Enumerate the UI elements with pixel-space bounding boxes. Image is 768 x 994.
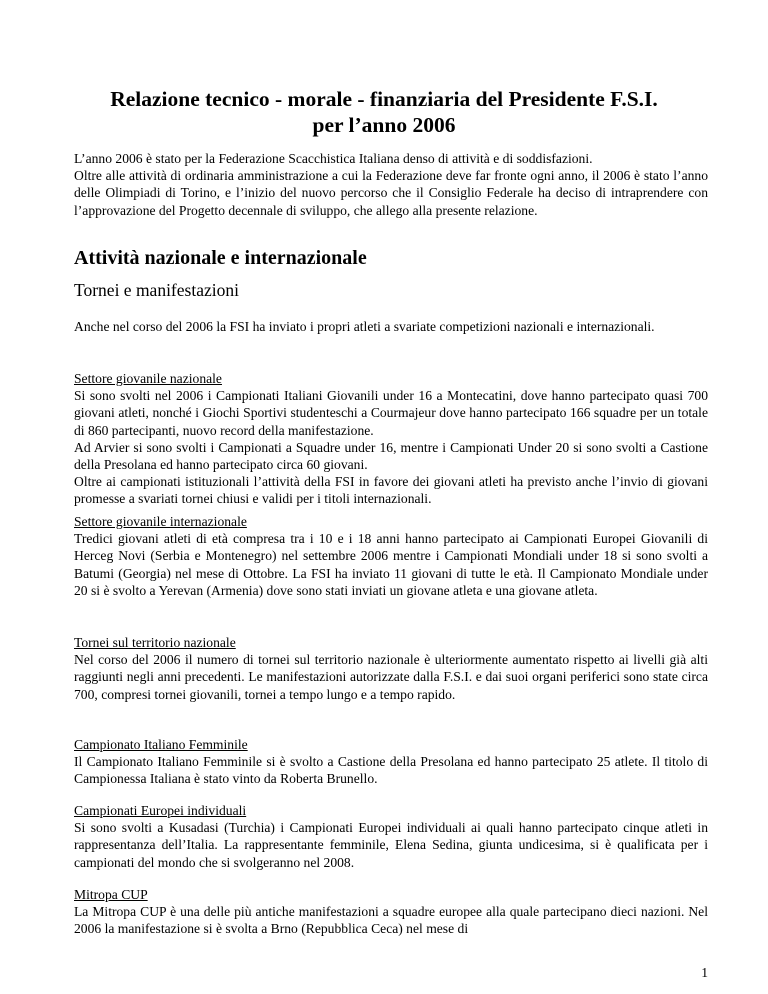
mitropa-cup-paragraph: La Mitropa CUP è una delle più antiche manifestazioni a squadre europee alla quale partecipano dieci nazioni. Nel 2006 la manifestazione si è svolta a Brno (Repubblica Ceca) nel mese di [74,904,708,937]
youth-national-paragraph-1: Si sono svolti nel 2006 i Campionati Italiani Giovanili under 16 a Montecatini, dove hanno partecipato quasi 700 giovani atleti, nonché i Giochi Sportivi studenteschi a Courmajeur dove hanno partecipato 166 squadre per un totale di 860 partecipanti, nuovo record della manifestazione. [74,388,708,438]
youth-international-paragraph: Tredici giovani atleti di età compresa tra i 10 e i 18 anni hanno partecipato ai Campionati Europei Giovanili di Herceg Novi (Serbia e Montenegro) nel settembre 2006 mentre i Campionati Mondiali under 18 si sono svolti a Batumi (Georgia) nel mese di Ottobre. La FSI ha inviato 11 giovani di tutte le età. Il Campionato Mondiale under 20 si è svolto a Yerevan (Armenia) dove sono stati inviati un giovane atleta e una giovane atleta. [74,531,708,598]
section-women-championship [74,736,708,788]
title-line-2: per l’anno 2006 [312,113,456,137]
section-heading-european-individual: Campionati Europei individuali [74,803,247,818]
section-heading-women-championship: Campionato Italiano Femminile [74,737,248,752]
european-individual-paragraph: Si sono svolti a Kusadasi (Turchia) i Campionati Europei individuali ai quali hanno partecipato cinque atleti in rappresentanza dell’Italia. La rappresentante femminile, Elena Sedina, giunta undicesima, si è qualificata per i campionati del mondo che si svolgeranno nel 2008. [74,820,708,870]
intro-block [74,150,708,219]
page-number: 1 [701,965,708,980]
section-european-individual [74,802,708,871]
section-mitropa-cup [74,886,708,938]
subsection-heading: Tornei e manifestazioni [74,280,239,300]
section-youth-international [74,513,708,599]
lead-paragraph [74,318,708,335]
women-championship-paragraph: Il Campionato Italiano Femminile si è svolto a Castione della Presolana ed hanno partecipato 25 atlete. Il titolo di Campionessa Italiana è stato vinto da Roberta Brunello. [74,754,708,787]
section-heading: Attività nazionale e internazionale [74,247,367,269]
section-heading-mitropa-cup: Mitropa CUP [74,887,148,902]
document-title [60,86,708,138]
section-national-tournaments [74,634,708,703]
section-heading-youth-international: Settore giovanile internazionale [74,514,247,529]
youth-national-paragraph-3: Oltre ai campionati istituzionali l’attività della FSI in favore dei giovani atleti ha previsto anche l’invio di giovani promesse a svariati tornei chiusi e validi per i titoli internazionali. [74,474,708,507]
youth-national-paragraph-2: Ad Arvier si sono svolti i Campionati a Squadre under 16, mentre i Campionati Under 20 si sono svolti a Castione della Presolana ed hanno partecipato circa 60 giovani. [74,439,708,473]
national-tournaments-paragraph: Nel corso del 2006 il numero di tornei sul territorio nazionale è ulteriormente aumentato rispetto ai livelli già alti raggiunti negli anni precedenti. Le manifestazioni autorizzate dalla F.S.I. e dai suoi organi periferici sono state circa 700, compresi tornei giovanili, tornei a tempo lungo e a tempo rapido. [74,652,708,702]
intro-paragraph-2: Oltre alle attività di ordinaria amministrazione a cui la Federazione deve far fronte ogni anno, il 2006 è stato l’anno delle Olimpiadi di Torino, e l’inizio del nuovo percorso che il Consiglio Federale ha deciso di intraprendere con l’approvazione del Progetto decennale di sviluppo, che allego alla presente relazione. [74,168,708,218]
title-line-1: Relazione tecnico - morale - finanziaria del Presidente F.S.I. [110,87,658,111]
lead-text: Anche nel corso del 2006 la FSI ha inviato i propri atleti a svariate competizioni nazionali e internazionali. [74,319,655,334]
section-heading-youth-national: Settore giovanile nazionale [74,371,222,386]
section-heading-national-tournaments: Tornei sul territorio nazionale [74,635,236,650]
section-youth-national [74,370,708,508]
intro-paragraph-1: L’anno 2006 è stato per la Federazione Scacchistica Italiana denso di attività e di soddisfazioni. [74,151,593,166]
